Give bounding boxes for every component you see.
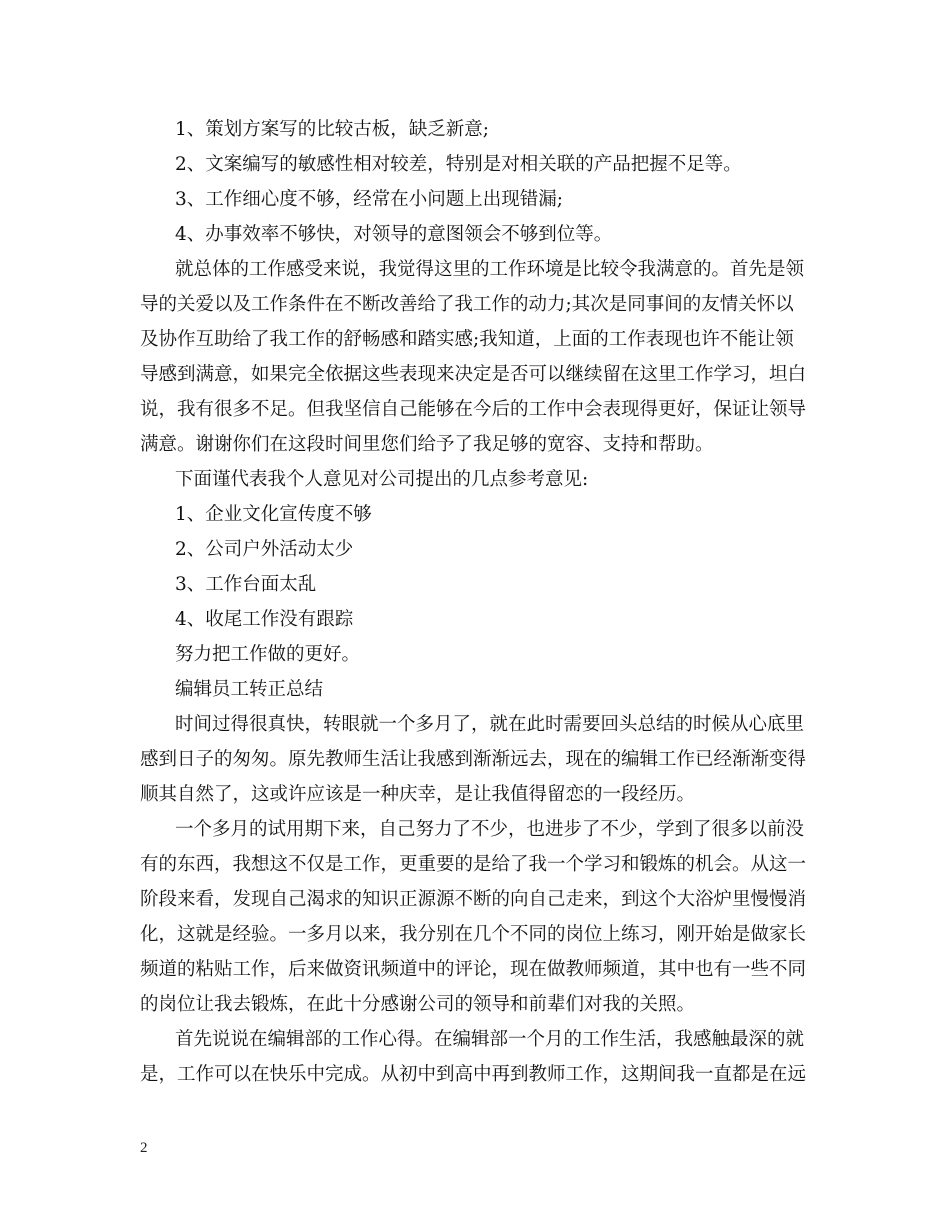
list-item: 4、办事效率不够快，对领导的意图领会不够到位等。 (175, 224, 613, 245)
paragraph-line: 时间过得很真快，转眼就一个多月了，就在此时需要回头总结的时候从心底里 (175, 714, 805, 735)
paragraph-line: 说，我有很多不足。但我坚信自己能够在今后的工作中会表现得更好，保证让领导 (140, 399, 807, 420)
list-item: 1、策划方案写的比较古板，缺乏新意; (175, 119, 490, 140)
paragraph-line: 导感到满意，如果完全依据这些表现来决定是否可以继续留在这里工作学习，坦白 (140, 364, 807, 385)
paragraph-line: 及协作互助给了我工作的舒畅感和踏实感;我知道，上面的工作表现也许不能让领 (140, 329, 794, 350)
paragraph-line: 下面谨代表我个人意见对公司提出的几点参考意见: (175, 469, 589, 490)
paragraph-line: 顺其自然了，这或许应该是一种庆幸，是让我值得留恋的一段经历。 (140, 784, 696, 805)
paragraph-line: 一个多月的试用期下来，自己努力了不少，也进步了不少，学到了很多以前没 (175, 819, 805, 840)
list-item: 2、文案编写的敏感性相对较差，特别是对相关联的产品把握不足等。 (175, 154, 742, 175)
page-number: 2 (140, 1140, 148, 1156)
section-heading: 编辑员工转正总结 (175, 679, 324, 700)
paragraph-line: 首先说说在编辑部的工作心得。在编辑部一个月的工作生活，我感触最深的就 (175, 1029, 805, 1050)
list-item: 4、收尾工作没有跟踪 (175, 609, 354, 630)
list-item: 1、企业文化宣传度不够 (175, 504, 372, 525)
paragraph-line: 有的东西，我想这不仅是工作，更重要的是给了我一个学习和锻炼的机会。从这一 (140, 854, 807, 875)
paragraph-line: 导的关爱以及工作条件在不断改善给了我工作的动力;其次是同事间的友情关怀以 (140, 294, 794, 315)
paragraph-line: 的岗位让我去锻炼，在此十分感谢公司的领导和前辈们对我的关照。 (140, 994, 696, 1015)
paragraph-line: 努力把工作做的更好。 (175, 644, 361, 665)
list-item: 3、工作细心度不够，经常在小问题上出现错漏; (175, 189, 564, 210)
paragraph-line: 化，这就是经验。一多月以来，我分别在几个不同的岗位上练习，刚开始是做家长 (140, 924, 807, 945)
paragraph-line: 满意。谢谢你们在这段时间里您们给予了我足够的宽容、支持和帮助。 (140, 434, 714, 455)
paragraph-line: 就总体的工作感受来说，我觉得这里的工作环境是比较令我满意的。首先是领 (175, 259, 805, 280)
paragraph-line: 频道的粘贴工作，后来做资讯频道中的评论，现在做教师频道，其中也有一些不同 (140, 959, 807, 980)
paragraph-line: 感到日子的匆匆。原先教师生活让我感到渐渐远去，现在的编辑工作已经渐渐变得 (140, 749, 807, 770)
paragraph-line: 阶段来看，发现自己渴求的知识正源源不断的向自己走来，到这个大浴炉里慢慢消 (140, 889, 807, 910)
list-item: 3、工作台面太乱 (175, 574, 317, 595)
list-item: 2、公司户外活动太少 (175, 539, 354, 560)
paragraph-line: 是，工作可以在快乐中完成。从初中到高中再到教师工作，这期间我一直都是在远 (140, 1064, 807, 1085)
